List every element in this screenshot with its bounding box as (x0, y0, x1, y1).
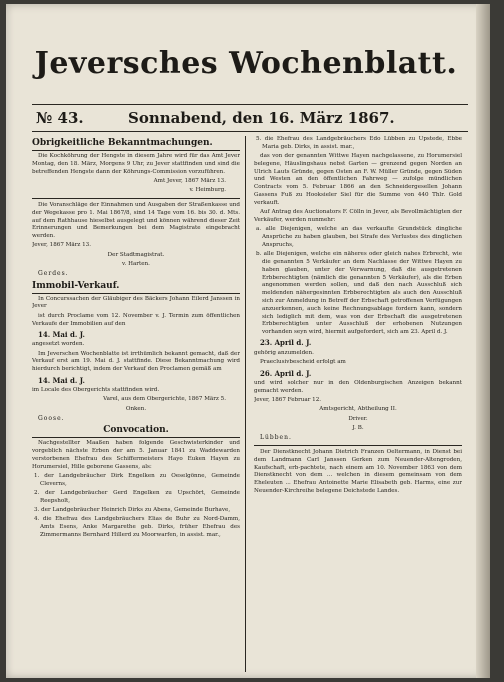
heir-list-continued (254, 136, 462, 152)
signature-line: Amt Jever, 1867 März 13. (153, 177, 226, 184)
masthead-rule-bottom (32, 131, 468, 132)
paragraph: Im Jeverschen Wochenblatte ist irrthümlich bekannt gemacht, daß der Verkauf erst am 19. Mai d. J. stattfinde. Diese Bekanntmachung wird hierdurch berichtigt, indem der Verkauf den Proclamen gemäß am (32, 350, 240, 373)
heir-list (32, 473, 240, 540)
emphasized-date: 26. April d. J. (260, 368, 312, 378)
signature-line: Goose. (38, 414, 65, 422)
signature-line: v. Heimburg. (189, 187, 226, 194)
right-column (254, 136, 462, 672)
signature-line: Amtsgericht, Abtheilung II. (319, 406, 397, 413)
list-item: 5. die Ehefrau des Landgebräuchers Edo Lübben zu Upstede, Ebbe Maria geb. Dirks, in assist. mar., (256, 136, 462, 150)
paragraph: ist durch Proclame vom 12. November v. J. Termin zum öffentlichen Verkaufe der Immobilien auf den (32, 312, 240, 327)
paragraph: Auf Antrag des Auctionators F. Cölln in Jever, als Bevollmächtigten der Verkäufer, werden nunmehr: (254, 209, 462, 223)
signature-line: Varel, aus dem Obergerichte, 1867 März 5. (103, 396, 226, 403)
paragraph: und wird solcher nur in den Oldenburgischen Anzeigen bekannt gemacht werden. (254, 380, 462, 394)
emphasized-date: 23. April d. J. (260, 338, 312, 348)
section-title-immobil: Immobil-Verkauf. (32, 280, 240, 294)
paragraph: Der Dienstknecht Johann Dietrich Franzen Oeltermann, in Dienst bei dem Landmann Carl Janssen Gerken zum Neuender-Altengroden, Kaufschaft, erb-pachtete, nach einem am 10. November 1863 von dem Dienstknecht von dem ... welchen in diesem gemeinsam von dem Eheleuten ... Ehefrau Antoinette Marie Elisabeth geb. Harms, eine zur Neuender-Kirchreihe belegene Deichstede Landes. (254, 449, 462, 495)
section-title-convocation: Convocation. (32, 424, 240, 438)
signature-line: Jever, 1867 Februar 12. (254, 397, 322, 404)
masthead-title: Jeversches Wochenblatt. (34, 46, 458, 81)
signature-line: Gerdes. (38, 270, 69, 278)
paragraph: Die Voranschläge der Einnahmen und Ausgaben der Straßenkasse und der Wegekasse pro 1. Mai 1867/8, sind 14 Tage vom 16. bis 30. d. Mts. auf dem Rathhause hieselbst ausgelegt und können während dieser Zeit Erinnerungen und Bemerkungen bei dem Magistrate eingebracht werden. (32, 201, 240, 240)
list-item: 2. der Landgebräucher Gerd Engelken zu Upschört, Gemeinde Reepsholt, (34, 490, 240, 504)
signature-line: Driver. (348, 415, 368, 422)
page-spine (476, 4, 490, 678)
issue-date: Sonnabend, den 16. März 1867. (128, 109, 395, 127)
paragraph: das von der genannten Wittwe Hayen nachgelassene, zu Horumersiel belegene, Häuslingshaus nebst Garten — grenzend gegen Norden an Ulrich Lauts Gründe, gegen Osten an F. W. Müller Gründe, gegen Süden und Westen an den öffentlichen Fahrweg — zufolge mündlichen Contracts vom 5. Februar 1866 an den Schneidergesellen Johann Gassens Fuß zu Hooksieler Siel für die Summe von 440 Thlr. Gold verkauft. (254, 153, 462, 206)
dateline (32, 106, 468, 130)
section-title-official: Obrigkeitliche Bekanntmachungen. (32, 137, 240, 151)
list-item: a. alle Diejenigen, welche an das verkaufte Grundstück dingliche Ansprüche zu haben glauben, bei Strafe des Verlustes des dinglichen Anspruchs, (256, 226, 462, 248)
signature-line: v. Harten. (122, 261, 150, 268)
paragraph: im Locale des Obergerichts stattfinden wird. (32, 387, 160, 394)
paragraph: In Concurssachen der Gläubiger des Bäckers Johann Eilerd Janssen in Jever (32, 295, 240, 310)
signature-line: Onken. (125, 405, 147, 412)
divider (32, 198, 240, 199)
paragraph: angesetzt worden. (32, 341, 85, 348)
divider (254, 445, 462, 446)
paragraph: Nachgestellter Maaßen haben folgende Geschwisterkinder und vorgeblich nächste Erben der am 5. Januar 1841 zu Waddewarden verstorbenen Ehefrau des Schiffermeisters Hayo Euken Hayen zu Horumersiel, Hille geborene Gassens, als: (32, 440, 240, 470)
list-item: b. alle Diejenigen, welche ein näheres oder gleich nahes Erbrecht, wie die genannten 5 Verkäufer an dem Nachlasse der Wittwe Hayen zu haben glauben, unter der Verwarnung, daß die ausgetretenen Erbberechtigten (nämlich die genannten 5 Verkäufer), als die Erben angenommen werden sollen, und daß den nach Ausschluß sich meldenden nähergesinnten Erbberechtigten als auch den Ausschluß sich zur Anmeldung in Betreff der Erbschaft getroffenen Verfügungen anzuerkennen, auch keine Rechnungsablage fordern kann, sondern sich lediglich mit dem, was von der Erbschaft die ausgetretenen Erbberechtigten unter Ausschluß der erhobenen Nutzungen vorhanden seyn wird, hiermit aufgefordert, sich am 23. April d. J. (256, 251, 462, 336)
signature-line: J. B. (352, 425, 364, 431)
column-divider (245, 136, 246, 672)
left-column (32, 136, 240, 672)
emphasized-date: 14. Mai d. J. (38, 329, 85, 339)
issue-number: № 43. (36, 109, 84, 127)
list-item: 3. der Landgebräucher Heinrich Dirks zu Abens, Gemeinde Burhave, (34, 507, 231, 514)
paragraph: gehörig anzumelden. (254, 349, 314, 356)
newspaper-page (6, 4, 490, 678)
signature-line: Lübben. (260, 434, 292, 442)
signature-line: Der Stadtmagistrat. (107, 251, 165, 258)
paragraph: Die Kochköhrung der Hengste in diesem Jahre wird für das Amt Jever Montag, den 18. März, Morgens 9 Uhr, zu Jever stattfinden und sind die betreffenden Hengste dann der Köhrungs-Commission vorzuführen. (32, 153, 240, 175)
signature-line: Jever, 1867 März 13. (32, 242, 92, 249)
claims-list (254, 226, 462, 337)
emphasized-date: 14. Mai d. J. (38, 375, 85, 385)
masthead-rule-top (32, 104, 468, 105)
list-item: 4. die Ehefrau des Landgebräuchers Elias de Buhr zu Nord-Damm, Amts Esens, Anke Margarethe geb. Dirks, früher Ehefrau des Zimmermanns Bernhard Hillerd zu Moorwarfen, in assist. mar., (34, 516, 240, 538)
paragraph: Praeclusivbescheid erfolgt am (260, 359, 346, 366)
list-item: 1. der Landgebräucher Dirk Engelken zu Oeselgönne, Gemeinde Cleverns, (34, 472, 240, 487)
